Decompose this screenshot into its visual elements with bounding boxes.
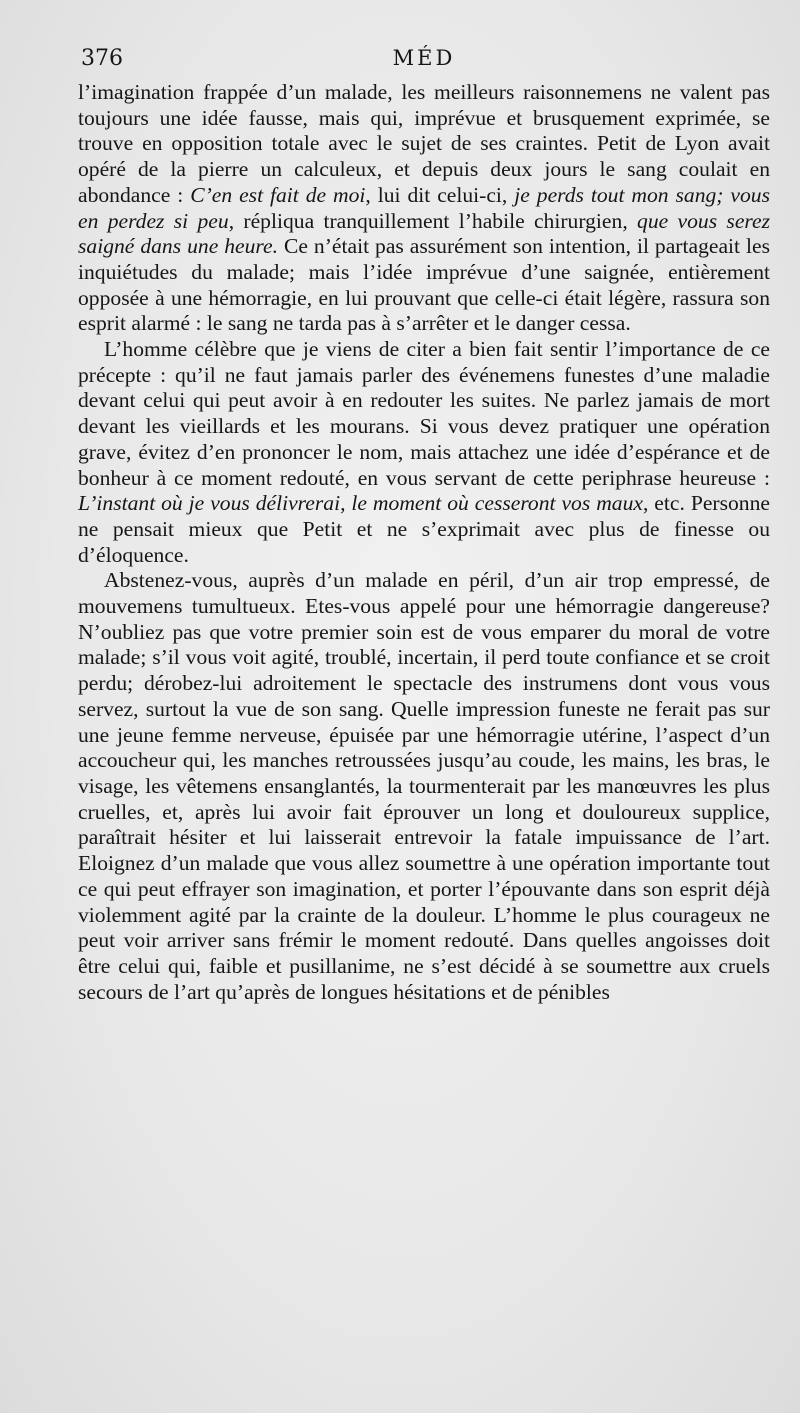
text-run: , lui dit celui-ci, xyxy=(365,182,515,207)
text-run: , répliqua tranquillement l’habile chirurgien, xyxy=(228,208,638,233)
text-run: , etc. Personne ne pensait mieux que Petit et ne s’exprimait avec plus de finesse ou d’éloquence. xyxy=(78,491,770,567)
body-text xyxy=(78,80,770,1005)
paragraph xyxy=(78,337,770,568)
running-title: MÉD xyxy=(392,46,456,70)
italic-text: je perds tout mon sang; vous en perdez si peu xyxy=(78,182,771,233)
running-head xyxy=(78,46,770,80)
italic-text: que vous serez saigné dans une heure. xyxy=(78,208,770,259)
text-run: Abstenez-vous, auprès d’un malade en péril, d’un air trop empressé, de mouvemens tumultueux. Etes-vous appelé pour une hémorragie dangereuse? N’oubliez pas que votre premier soin est de vous emparer du moral de votre malade; s’il vous voit agité, troublé, incertain, il perd toute confiance et se croit perdu; dérobez-lui adroitement le spectacle des instrumens dont vous vous servez, surtout la vue de son sang. Quelle impression funeste ne ferait pas sur une jeune femme nerveuse, épuisée par une hémorragie utérine, l’aspect d’un accoucheur qui, les manches retroussées jusqu’au coude, les mains, les bras, le visage, les vêtemens ensanglantés, la tourmenterait par les manœuvres les plus cruelles, et, après lui avoir fait éprouver un long et douloureux supplice, paraîtrait hésiter et lui laisserait entrevoir la fatale impuissance de l’art. Eloignez d’un malade que vous allez soumettre à une opération importante tout ce qui peut effrayer son imagination, et porter l’épouvante dans son esprit déjà violemment agité par la crainte de la douleur. L’homme le plus courageux ne peut voir arriver sans frémir le moment redouté. Dans quelles angoisses doit être celui qui, faible et pusillanime, ne s’est décidé à se soumettre aux cruels secours de l’art qu’après de longues hésitations et de pénibles xyxy=(78,568,770,1004)
text-run: L’homme célèbre que je viens de citer a bien fait sentir l’importance de ce précepte : qu’il ne faut jamais parler des événemens funestes d’une maladie devant celui qui peut avoir à en redouter les suites. Ne parlez jamais de mort devant les vieillards et les mourans. Si vous devez pratiquer une opération grave, évitez d’en prononcer le nom, mais attachez une idée d’espérance et de bonheur à ce moment redouté, en vous servant de cette periphrase heureuse : xyxy=(78,337,770,490)
text-run: Ce n’était pas assurément son intention, il partageait les inquiétudes du malade; mais l’idée imprévue d’une saignée, entièrement opposée à une hémorragie, en lui prouvant que celle-ci était légère, rassura son esprit alarmé : le sang ne tarda pas à s’arrêter et le danger cessa. xyxy=(78,234,770,336)
paragraph-continued xyxy=(78,80,770,337)
text-run: l’imagination frappée d’un malade, les meilleurs raisonnemens ne valent pas toujours une idée fausse, mais qui, imprévue et brusquement exprimée, se trouve en opposition totale avec le sujet de ses craintes. Petit de Lyon avait opéré de la pierre un calculeux, et depuis deux jours le sang coulait en abondance : xyxy=(78,80,770,207)
italic-text: L’instant où je vous délivrerai, le moment où cesseront vos maux xyxy=(78,491,643,516)
italic-text: C’en est fait de moi xyxy=(190,182,366,207)
page-number: 376 xyxy=(81,46,123,71)
paragraph xyxy=(78,568,770,1005)
